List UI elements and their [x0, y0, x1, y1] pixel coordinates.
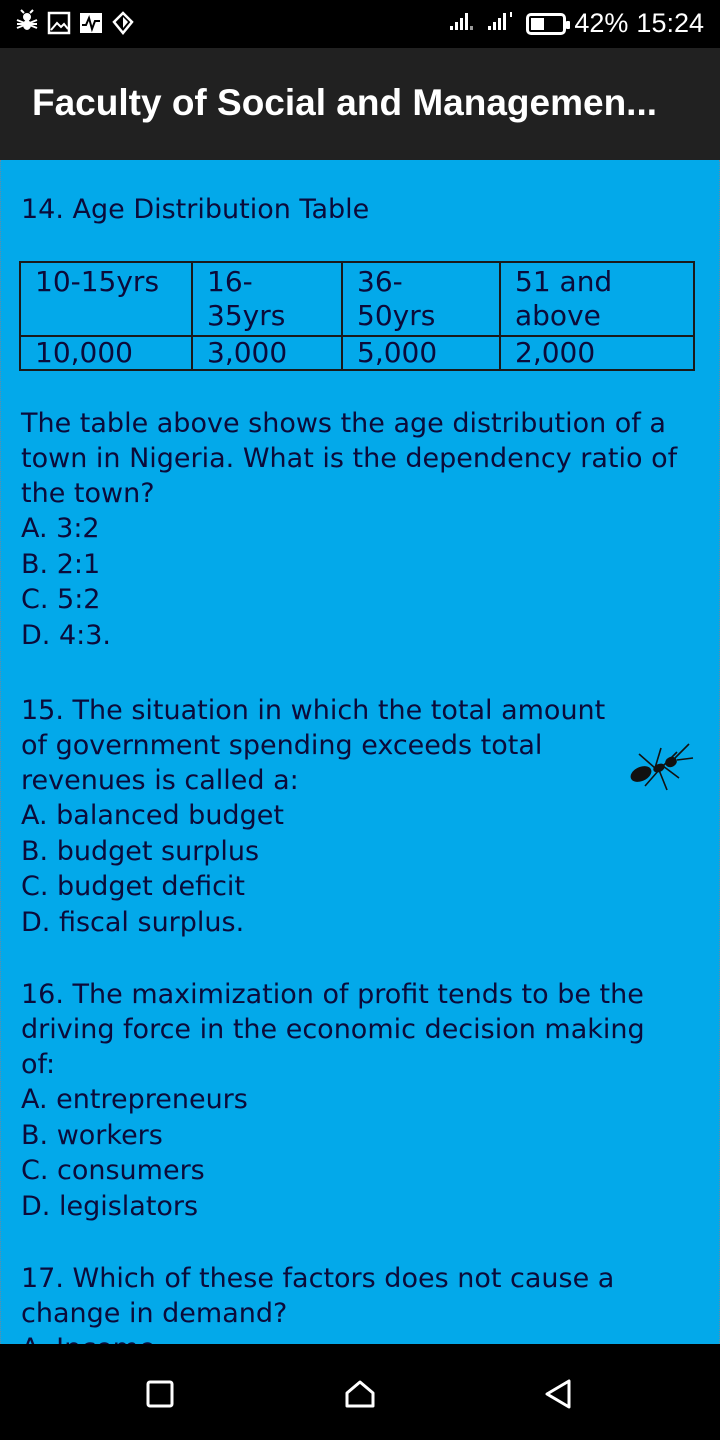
option-b: B. budget surplus [21, 835, 260, 867]
activity-icon [78, 10, 104, 36]
option-d: D. fiscal surplus. [21, 906, 245, 938]
question-14 [21, 406, 701, 653]
option-a: A. 3:2 [21, 513, 100, 544]
back-icon [543, 1378, 573, 1410]
battery-icon [526, 13, 566, 35]
square-icon [146, 1380, 174, 1408]
table-row [20, 336, 694, 370]
age-distribution-table [19, 261, 695, 371]
page-title: Faculty of Social and Managemen... [32, 82, 658, 123]
table-header-row [20, 262, 694, 336]
table-header-cell: 51 and above [500, 262, 694, 336]
option-b: B. 2:1 [21, 548, 101, 580]
recent-apps-button[interactable] [140, 1374, 180, 1414]
table-header-cell: 10-15yrs [20, 262, 192, 336]
question-text: 16. The maximization of profit tends to be the driving force in the economic decision making of: [21, 979, 645, 1080]
option-a: A. balanced budget [21, 800, 284, 831]
clock: 15:24 [636, 8, 704, 38]
option-c: C. 5:2 [21, 584, 101, 615]
content-area[interactable] [0, 160, 720, 1344]
image-icon [46, 10, 72, 36]
question-14-title: 14. Age Distribution Table [21, 194, 370, 225]
navigation-bar [0, 1344, 720, 1440]
table-header-cell: 36- 50yrs [342, 262, 500, 336]
signal-icon [450, 8, 480, 39]
app-bar [0, 48, 720, 160]
home-icon [344, 1379, 376, 1409]
option-d: D. legislators [21, 1190, 199, 1222]
status-bar [0, 0, 720, 48]
shield-icon [110, 10, 136, 36]
ant-icon [14, 10, 40, 36]
table-cell: 3,000 [192, 336, 342, 370]
battery-fill [531, 18, 544, 30]
question-16 [21, 977, 681, 1224]
question-text: 15. The situation in which the total amount of government spending exceeds total revenues is called a: [21, 695, 606, 796]
battery-percent: 42% [574, 8, 629, 38]
back-button[interactable] [538, 1374, 578, 1414]
signal-icon-2 [488, 8, 518, 39]
option-d: D. 4:3. [21, 619, 111, 651]
notification-icons [14, 10, 136, 36]
table-cell: 2,000 [500, 336, 694, 370]
ant-icon [625, 742, 695, 798]
option-b: B. workers [21, 1119, 163, 1151]
option-c: C. budget deficit [21, 871, 246, 902]
question-text: 17. Which of these factors does not cause a change in demand? [21, 1263, 615, 1329]
table-cell: 10,000 [20, 336, 192, 370]
table-cell: 5,000 [342, 336, 500, 370]
question-text: The table above shows the age distribution of a town in Nigeria. What is the dependency ratio of the town? [21, 408, 678, 509]
option-a: A. entrepreneurs [21, 1084, 248, 1115]
table-header-cell: 16- 35yrs [192, 262, 342, 336]
question-15 [21, 693, 621, 940]
status-indicators [450, 8, 704, 39]
home-button[interactable] [340, 1374, 380, 1414]
option-c: C. consumers [21, 1155, 205, 1186]
